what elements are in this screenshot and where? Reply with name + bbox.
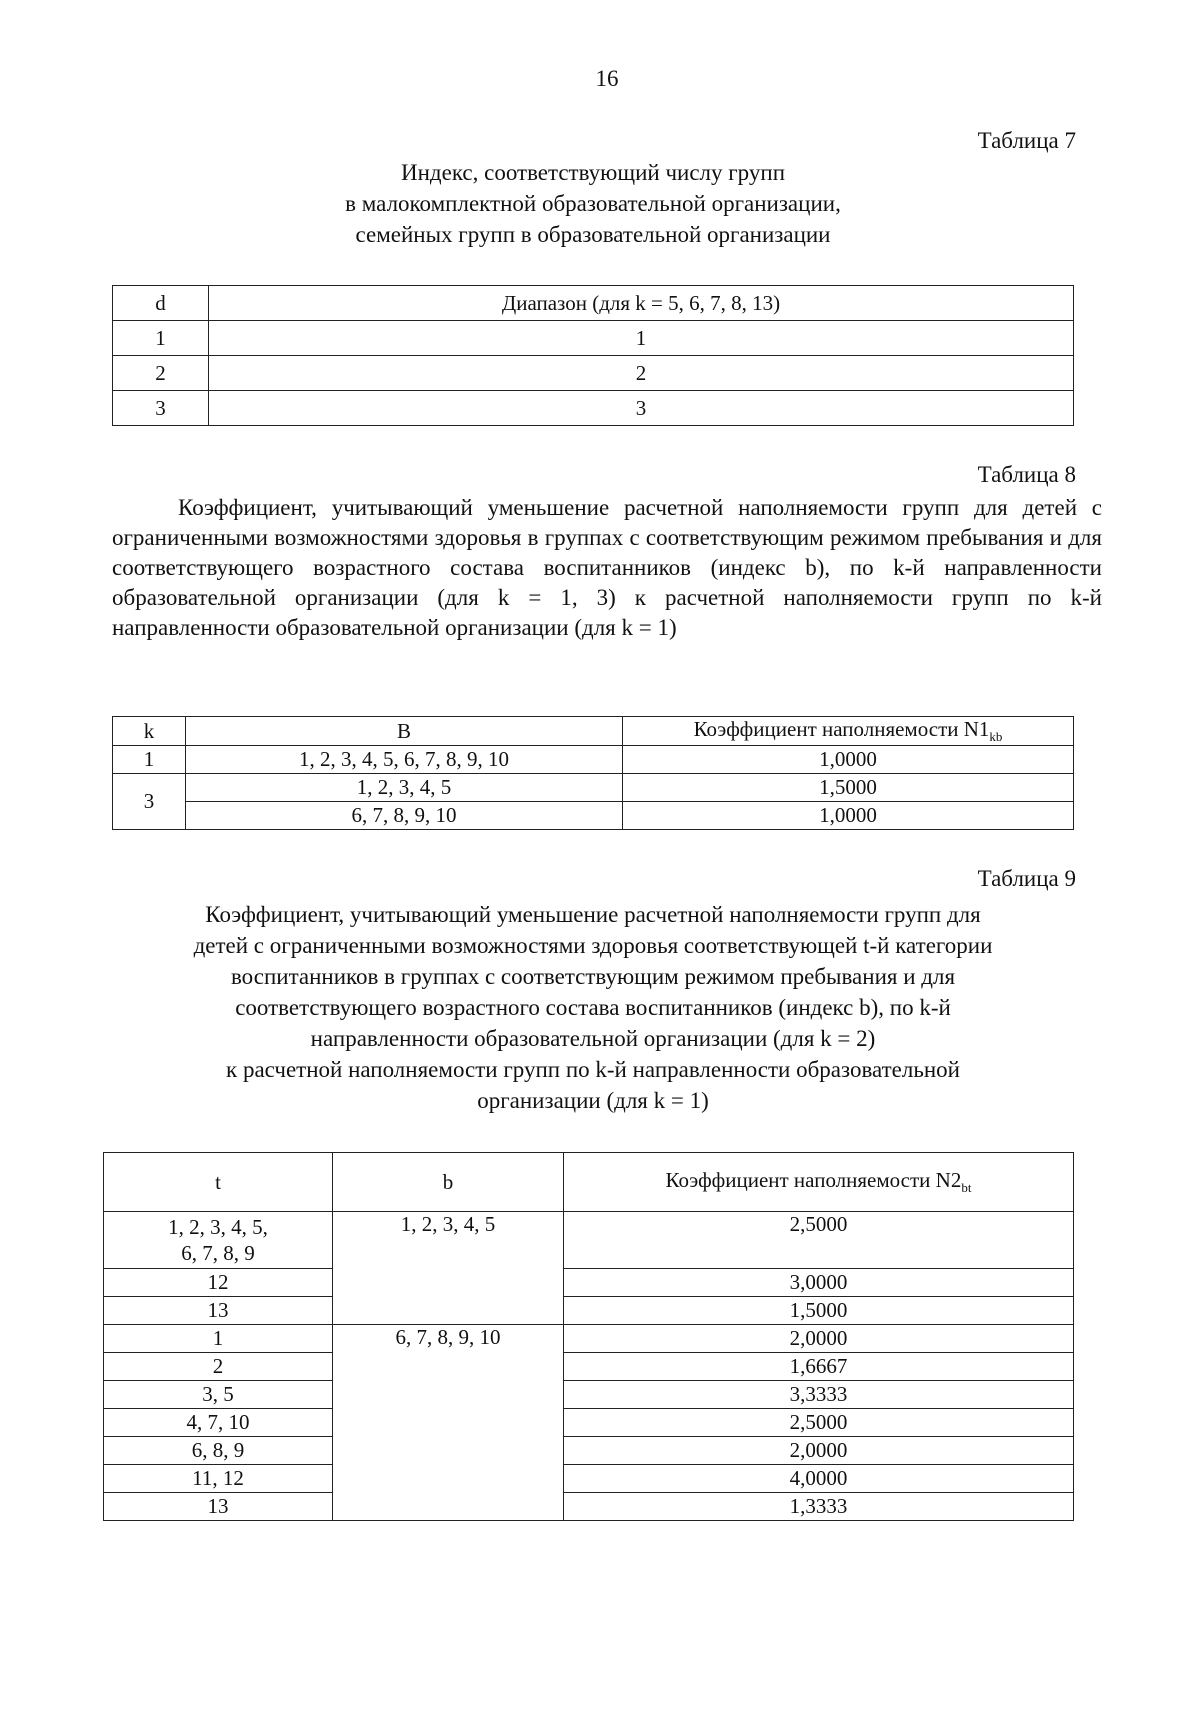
table-row (104, 1465, 1074, 1493)
table9-title (100, 899, 1086, 1116)
table-row (113, 802, 1074, 830)
title-line: детей с ограниченными возможностями здоровья соответствующей t-й категории (193, 933, 993, 958)
cell: 1,6667 (564, 1353, 1074, 1381)
cell: 3,3333 (564, 1381, 1074, 1409)
table9 (103, 1152, 1074, 1521)
cell: 1, 2, 3, 4, 5, 6, 7, 8, 9, 10 (186, 746, 623, 774)
table8-label: Таблица 8 (977, 462, 1076, 487)
table-row (104, 1381, 1074, 1409)
table-row (104, 1353, 1074, 1381)
cell: 3 (113, 391, 209, 426)
table9-label: Таблица 9 (977, 866, 1076, 891)
cell: 2 (104, 1353, 333, 1381)
cell: 2,0000 (564, 1325, 1074, 1353)
cell: 3 (209, 391, 1074, 426)
cell: 1 (104, 1325, 333, 1353)
title-line: соответствующего возрастного состава воспитанников (индекс b), по k-й (235, 995, 951, 1020)
table-row (113, 774, 1074, 802)
cell: 11, 12 (104, 1465, 333, 1493)
header-subscript: bt (961, 1180, 972, 1196)
table-row (104, 1297, 1074, 1325)
table8-title-text: Коэффициент, учитывающий уменьшение расчетной наполняемости групп для детей с ограниченными возможностями здоровья в группах с соответствующим режимом пребывания и для соответствующего возрастного состава воспитанников (индекс b), по k-й направленности образовательной организации (для k = 1, 3) к расчетной наполняемости групп по k-й направленности образовательной организации (для k = 1) (112, 495, 1102, 640)
cell: 1, 2, 3, 4, 5 (333, 1212, 564, 1325)
header-cell: d (113, 286, 209, 321)
cell: 3 (113, 774, 186, 830)
table7-label: Таблица 7 (977, 128, 1076, 153)
table7 (112, 285, 1074, 426)
table-row (104, 1325, 1074, 1353)
table-row (104, 1437, 1074, 1465)
cell-line: 6, 7, 8, 9 (181, 1241, 255, 1265)
cell (104, 1212, 333, 1269)
title-line: организации (для k = 1) (477, 1088, 709, 1113)
table-row (113, 321, 1074, 356)
title-line: семейных групп в образовательной организации (355, 222, 831, 247)
header-cell: b (333, 1153, 564, 1212)
header-cell: Диапазон (для k = 5, 6, 7, 8, 13) (209, 286, 1074, 321)
cell: 1,5000 (564, 1297, 1074, 1325)
table7-title (112, 157, 1074, 250)
table-row (104, 1493, 1074, 1521)
header-text: Коэффициент наполняемости N1 (693, 717, 990, 741)
title-line: воспитанников в группах с соответствующим режимом пребывания и для (230, 964, 956, 989)
cell: 4, 7, 10 (104, 1409, 333, 1437)
table-row (113, 356, 1074, 391)
table-row (104, 1409, 1074, 1437)
title-line: направленности образовательной организации (для k = 2) (310, 1026, 876, 1051)
title-line: Индекс, соответствующий числу групп (400, 160, 785, 185)
cell: 1,0000 (623, 746, 1074, 774)
page-number: 16 (595, 66, 619, 91)
title-line: Коэффициент, учитывающий уменьшение расчетной наполняемости групп для (205, 902, 981, 927)
cell: 6, 7, 8, 9, 10 (186, 802, 623, 830)
cell: 1, 2, 3, 4, 5 (186, 774, 623, 802)
table-header-row (104, 1153, 1074, 1212)
table-header-row (113, 286, 1074, 321)
cell: 12 (104, 1269, 333, 1297)
cell: 2,5000 (564, 1212, 1074, 1269)
cell: 4,0000 (564, 1465, 1074, 1493)
cell: 1 (113, 746, 186, 774)
cell-line: 1, 2, 3, 4, 5, (168, 1215, 268, 1239)
header-cell (564, 1153, 1074, 1212)
cell: 3,0000 (564, 1269, 1074, 1297)
table-row (104, 1269, 1074, 1297)
table-row (113, 746, 1074, 774)
cell: 3, 5 (104, 1381, 333, 1409)
cell: 2 (113, 356, 209, 391)
header-cell: k (113, 717, 186, 746)
cell: 1 (113, 321, 209, 356)
cell: 13 (104, 1297, 333, 1325)
cell: 6, 7, 8, 9, 10 (333, 1325, 564, 1521)
header-cell: t (104, 1153, 333, 1212)
cell: 1 (209, 321, 1074, 356)
header-subscript: kb (989, 729, 1003, 745)
table8-title (112, 493, 1102, 643)
table-row (113, 391, 1074, 426)
cell: 1,5000 (623, 774, 1074, 802)
cell: 1,0000 (623, 802, 1074, 830)
cell: 13 (104, 1493, 333, 1521)
header-text: Коэффициент наполняемости N2 (665, 1167, 962, 1192)
header-cell (623, 717, 1074, 746)
table8 (112, 716, 1074, 830)
title-line: в малокомплектной образовательной организации, (345, 191, 841, 216)
table-header-row (113, 717, 1074, 746)
table-row (104, 1212, 1074, 1269)
cell: 1,3333 (564, 1493, 1074, 1521)
cell: 2,5000 (564, 1409, 1074, 1437)
header-cell: B (186, 717, 623, 746)
title-line: к расчетной наполняемости групп по k-й направленности образовательной (226, 1057, 960, 1082)
cell: 2,0000 (564, 1437, 1074, 1465)
cell: 6, 8, 9 (104, 1437, 333, 1465)
cell: 2 (209, 356, 1074, 391)
